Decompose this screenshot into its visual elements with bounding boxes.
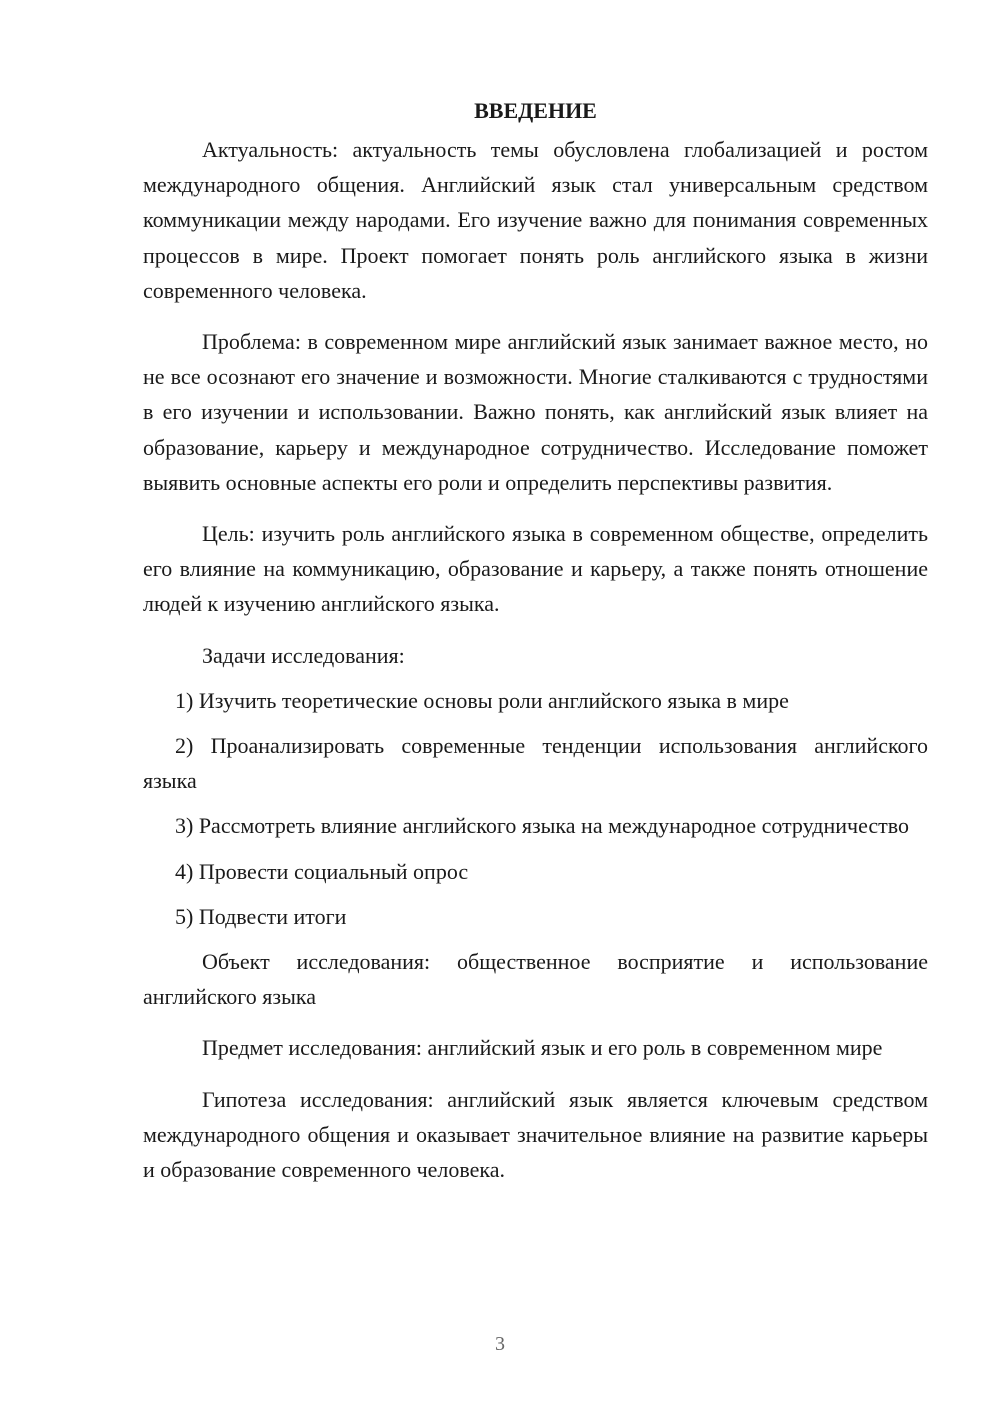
task-item-1: 1) Изучить теоретические основы роли английского языка в мире <box>175 687 789 713</box>
task-item-3: 3) Рассмотреть влияние английского языка на международное сотрудничество <box>175 813 909 839</box>
section-title: ВВЕДЕНИЕ <box>474 98 597 123</box>
document-page <box>143 93 928 1187</box>
paragraph-goal: Цель: изучить роль английского языка в современном обществе, определить его влияние на коммуникацию, образование и карьеру, а также понять отношение людей к изучению английского языка. <box>143 521 928 617</box>
paragraph-subject: Предмет исследования: английский язык и его роль в современном мире <box>202 1035 883 1061</box>
page-number: 3 <box>495 1333 505 1355</box>
task-item-5: 5) Подвести итоги <box>175 903 347 929</box>
paragraph-tasks-heading: Задачи исследования: <box>202 642 405 668</box>
paragraph-object: Объект исследования: общественное восприятие и использование английского языка <box>143 949 928 1010</box>
paragraph-hypothesis: Гипотеза исследования: английский язык является ключевым средством международного общения и оказывает значительное влияние на развитие карьеры и образование современного человека. <box>143 1086 928 1183</box>
task-item-2: 2) Проанализировать современные тенденции использования английского языка <box>143 733 928 794</box>
task-item-4: 4) Провести социальный опрос <box>175 858 469 884</box>
paragraph-problem: Проблема: в современном мире английский язык занимает важное место, но не все осознают его значение и возможности. Многие сталкиваются с трудностями в его изучении и использовании. Важно понять, как английский язык влияет на образование, карьеру и международное сотрудничество. Исследование поможет выявить основные аспекты его роли и определить перспективы развития. <box>143 329 928 495</box>
paragraph-relevance: Актуальность: актуальность темы обусловлена глобализацией и ростом международного общения. Английский язык стал универсальным средством коммуникации между народами. Его изучение важно для понимания современных процессов в мире. Проект помогает понять роль английского языка в жизни современного человека. <box>143 137 928 303</box>
